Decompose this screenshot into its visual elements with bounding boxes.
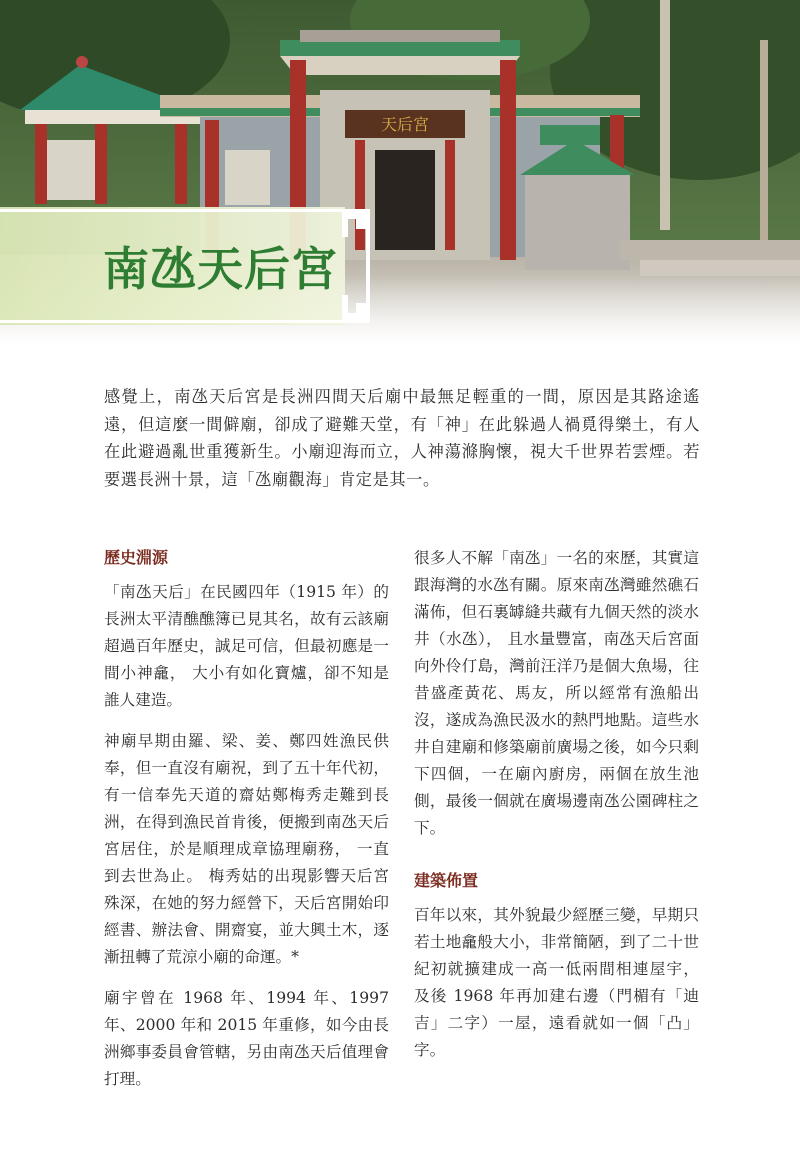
history-paragraph-3: 廟宇曾在 1968 年、1994 年、1997 年、2000 年和 2015 年重修，如今由長洲鄉事委員會管轄，另由南氹天后值理會打理。 [104,989,389,1088]
temple-plaque: 天后宮 [380,115,430,134]
history-paragraph-2: 神廟早期由羅、梁、姜、鄭四姓漁民供奉，但一直沒有廟祝，到了五十年代初，有一信奉先天道的齋姑鄭梅秀走難到長洲，在得到漁民首肯後，便搬到南氹天后宮居住，於是順理成章協理廟務， 一直到去世為止。 梅秀姑的出現影響天后宮殊深，在她的努力經營下，天后宮開始印經書、辦法會、開齋宴，並大興土木，逐漸扭轉了荒涼小廟的命運。* [104,732,389,966]
right-column [414,545,699,1078]
left-column [104,545,389,1107]
intro-paragraph: 感覺上，南氹天后宮是長洲四間天后廟中最無足輕重的一間，原因是其路途遙遠，但這麼一間僻廟，卻成了避難天堂，有「神」在此躲過人禍覓得樂土，有人在此避過亂世重獲新生。小廟迎海而立，人神蕩滌胸懷，視大千世界若雲煙。若要選長洲十景，這「氹廟觀海」肯定是其一。 [104,387,700,489]
architecture-paragraph-1: 百年以來，其外貌最少經歷三變，早期只若土地龕般大小，非常簡陋，到了二十世紀初就擴建成一高一低兩間相連屋宇， 及後 1968 年再加建右邊（門楣有「迪吉」二字）一屋，遠看就如一個「凸」字。 [414,906,699,1059]
section-heading-architecture: 建築佈置 [414,871,479,890]
section-heading-history: 歷史淵源 [104,548,169,567]
history-paragraph-1: 「南氹天后」在民國四年（1915 年）的長洲太平清醮醮簿已見其名，故有云該廟超過百年歷史，誠足可信，但最初應是一間小神龕， 大小有如化寶爐，卻不知是誰人建造。 [104,583,389,709]
page-title: 南氹天后宮 [103,242,338,296]
history-paragraph-4: 很多人不解「南氹」一名的來歷，其實這跟海灣的水氹有關。原來南氹灣雖然礁石滿佈，但石裏罅縫共藏有九個天然的淡水井（水氹）， 且水量豐富，南氹天后宮面向外伶仃島，灣前汪洋乃是個大魚場，往昔盛產黃花、馬友，所以經常有漁船出沒，遂成為漁民汲水的熱門地點。這些水井自建廟和修築廟前廣場之後，如今只剩下四個，一在廟內廚房，兩個在放生池側，最後一個就在廣場邊南氹公園碑柱之下。 [414,549,699,837]
